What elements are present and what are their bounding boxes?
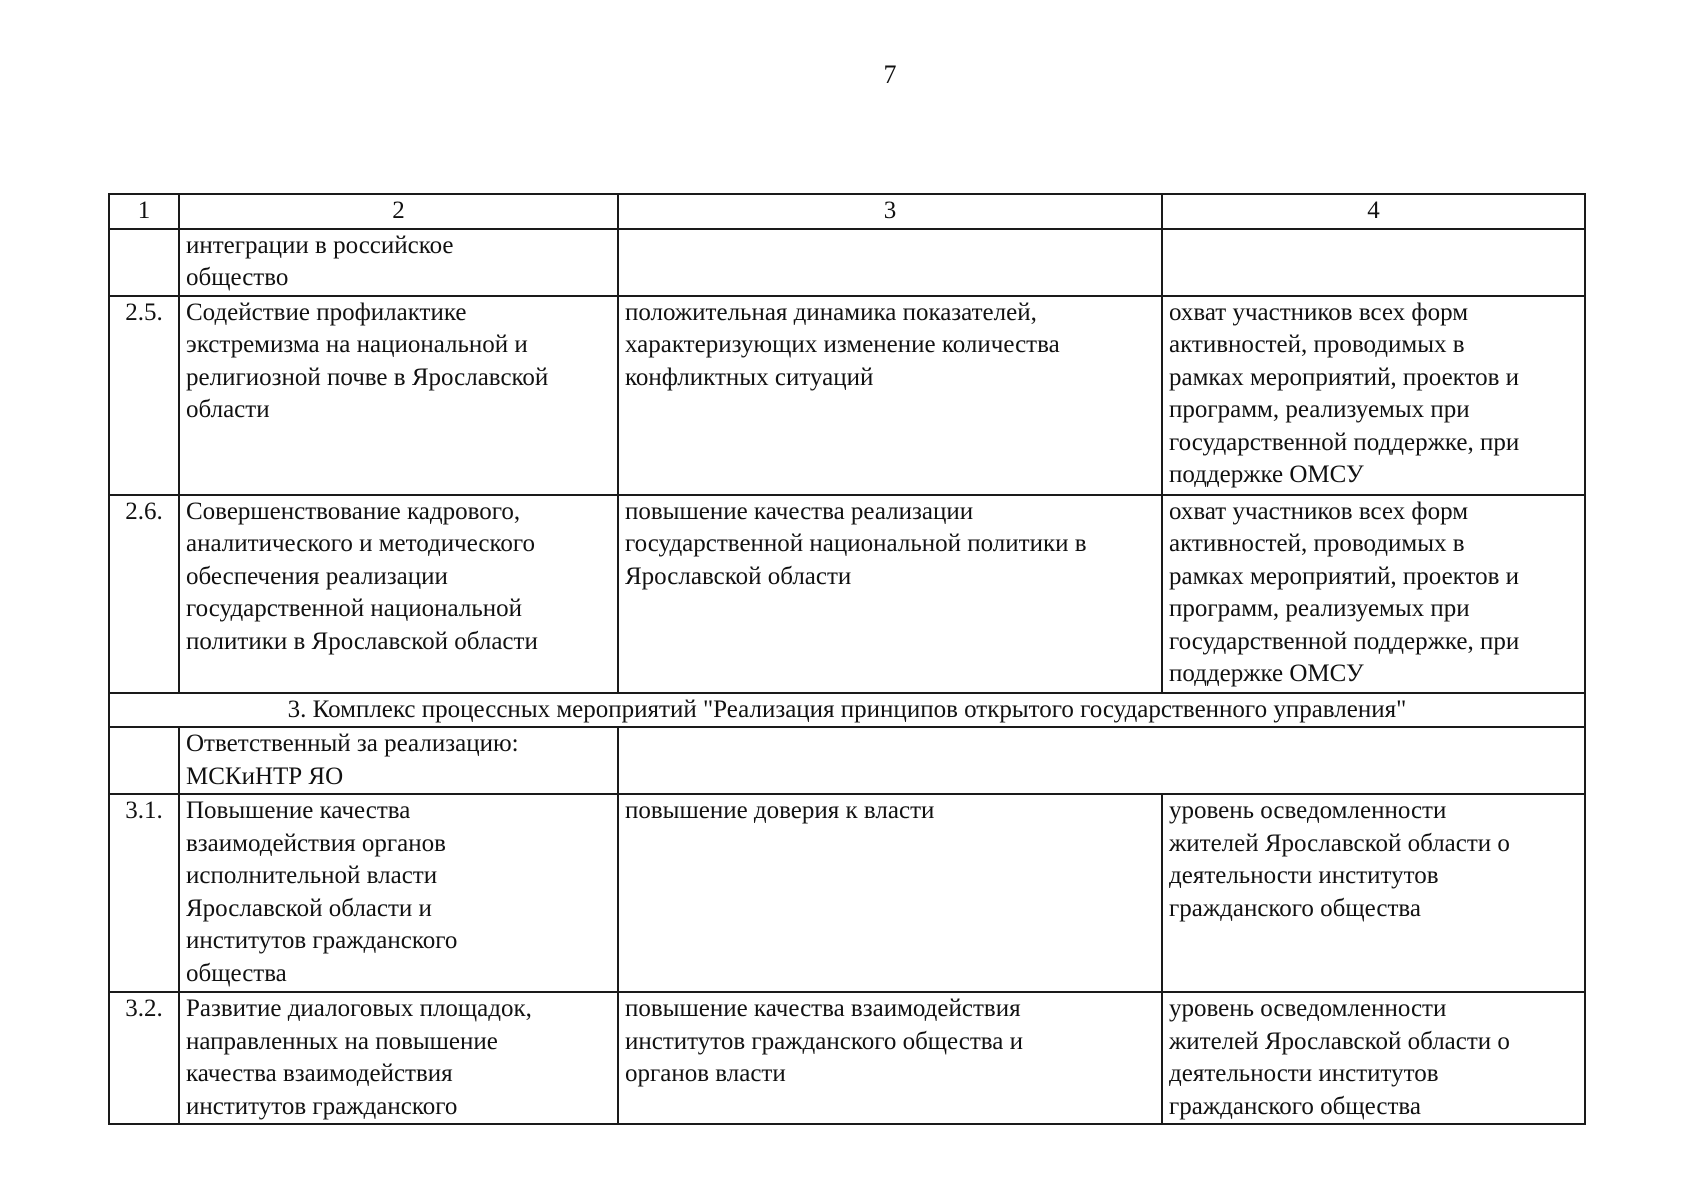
header-cell-3: 3 (618, 194, 1162, 229)
document-table (108, 193, 1586, 1125)
indicator-cell (1162, 229, 1585, 296)
result-cell: повышение качества реализации государственной национальной политики в Ярославской области (618, 495, 1162, 693)
row-number: 2.6. (109, 495, 179, 693)
row-number: 2.5. (109, 296, 179, 495)
indicator-cell: уровень осведомленности жителей Ярославской области о деятельности институтов гражданского общества (1162, 794, 1585, 992)
section-title: 3. Комплекс процессных мероприятий "Реализация принципов открытого государственного управления" (109, 693, 1585, 728)
table-header-row (109, 194, 1585, 229)
table-row (109, 296, 1585, 495)
indicator-cell: охват участников всех форм активностей, проводимых в рамках мероприятий, проектов и программ, реализуемых при государственной поддержке, при поддержке ОМСУ (1162, 495, 1585, 693)
result-cell: повышение качества взаимодействия институтов гражданского общества и органов власти (618, 992, 1162, 1124)
header-cell-4: 4 (1162, 194, 1585, 229)
activity-cell: Повышение качества взаимодействия органов исполнительной власти Ярославской области и институтов гражданского общества (179, 794, 618, 992)
result-cell: повышение доверия к власти (618, 794, 1162, 992)
indicator-cell: уровень осведомленности жителей Ярославской области о деятельности институтов гражданского общества (1162, 992, 1585, 1124)
section-heading-row (109, 693, 1585, 728)
table-row (109, 992, 1585, 1124)
activity-cell: Содействие профилактике экстремизма на национальной и религиозной почве в Ярославской области (179, 296, 618, 495)
table-row (109, 229, 1585, 296)
responsible-empty-cell (618, 727, 1585, 794)
result-cell: положительная динамика показателей, характеризующих изменение количества конфликтных ситуаций (618, 296, 1162, 495)
header-cell-2: 2 (179, 194, 618, 229)
page-number: 7 (883, 60, 897, 89)
activity-cell: Развитие диалоговых площадок, направленных на повышение качества взаимодействия институтов гражданского (179, 992, 618, 1124)
responsible-row (109, 727, 1585, 794)
row-number (109, 229, 179, 296)
activity-cell: интеграции в российское общество (179, 229, 618, 296)
result-cell (618, 229, 1162, 296)
table-row (109, 794, 1585, 992)
indicator-cell: охват участников всех форм активностей, проводимых в рамках мероприятий, проектов и программ, реализуемых при государственной поддержке, при поддержке ОМСУ (1162, 296, 1585, 495)
activity-cell: Совершенствование кадрового, аналитического и методического обеспечения реализации государственной национальной политики в Ярославской области (179, 495, 618, 693)
table-row (109, 495, 1585, 693)
row-number: 3.1. (109, 794, 179, 992)
responsible-cell: Ответственный за реализацию: МСКиНТР ЯО (179, 727, 618, 794)
row-number: 3.2. (109, 992, 179, 1124)
row-number (109, 727, 179, 794)
header-cell-1: 1 (109, 194, 179, 229)
